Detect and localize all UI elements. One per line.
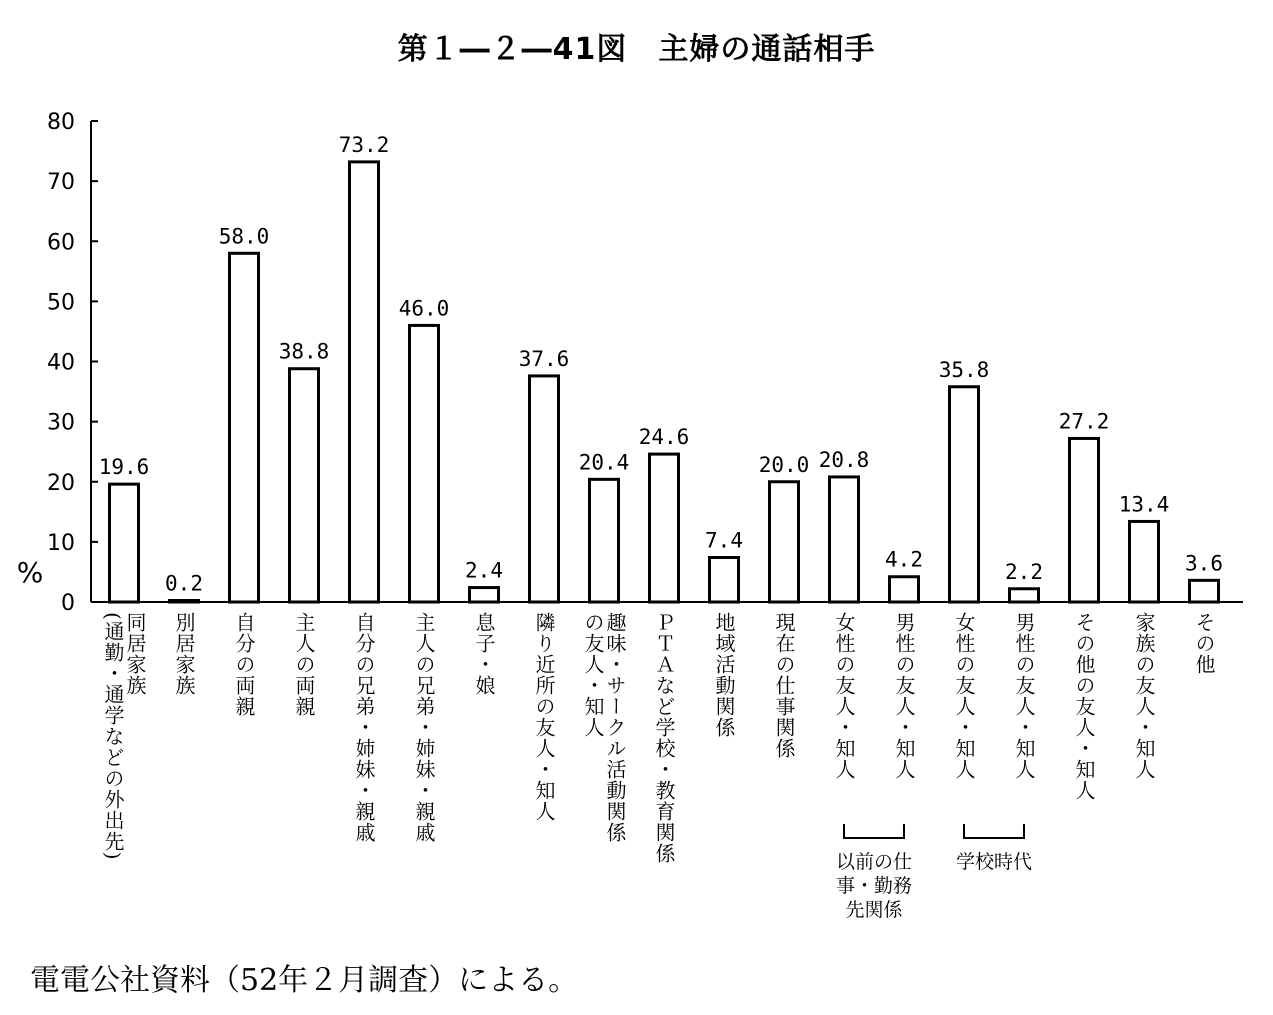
x-category-label: 主人の兄弟・姉妹・親戚 [412, 612, 436, 843]
x-category-label: 自分の兄弟・姉妹・親戚 [352, 612, 376, 843]
x-category-label: 趣味・サークル活動関係 [603, 612, 627, 843]
y-tick-label: 40 [47, 350, 75, 376]
data-label: 4.2 [885, 547, 923, 572]
y-tick-label: 0 [61, 591, 75, 616]
data-label: 19.6 [98, 455, 150, 480]
x-category-label: 現在の仕事関係 [772, 612, 796, 759]
data-label: 20.0 [758, 452, 810, 477]
x-category-label: 男性の友人・知人 [892, 612, 916, 780]
y-tick-label: 70 [47, 170, 75, 196]
x-category-label: 息子・娘 [472, 612, 496, 696]
data-label: 46.0 [398, 296, 450, 321]
group-label: 以前の仕 [835, 851, 913, 873]
group-label: 事・勤務 [835, 875, 913, 897]
bar [1130, 521, 1159, 602]
y-tick-label: 10 [47, 530, 75, 556]
x-category-label: ＰＴＡなど学校・教育関係 [652, 612, 676, 864]
x-category-label: その他の友人・知人 [1072, 612, 1096, 801]
bar [530, 376, 559, 602]
chart-title: 第１―２―41図 主婦の通話相手 [397, 32, 876, 67]
x-category-label: 男性の友人・知人 [1012, 612, 1036, 780]
group-label: 先関係 [845, 899, 903, 921]
bar [230, 253, 259, 602]
data-label: 13.4 [1118, 492, 1170, 517]
x-category-label: 女性の友人・知人 [952, 612, 976, 780]
chart-axes [17, 110, 1243, 616]
bar [890, 577, 919, 602]
data-label: 37.6 [518, 346, 570, 371]
bar [410, 325, 439, 602]
x-category-label: その他 [1192, 612, 1216, 675]
data-label: 0.2 [165, 571, 203, 596]
bar [590, 479, 619, 602]
y-tick-label: 60 [47, 230, 75, 256]
data-label: 27.2 [1058, 409, 1110, 434]
data-label: 2.2 [1005, 559, 1043, 584]
x-category-label: 同居家族 [123, 612, 147, 696]
x-category-label: 隣り近所の友人・知人 [532, 612, 556, 822]
y-tick-label: 20 [47, 470, 75, 496]
data-label: 35.8 [938, 357, 990, 382]
x-category-label: 自分の両親 [232, 612, 256, 717]
data-label: 24.6 [638, 425, 690, 450]
group-label: 学校時代 [955, 851, 1033, 873]
y-axis-unit-label: % [16, 556, 44, 589]
data-label: 58.0 [218, 224, 270, 249]
bar [830, 477, 859, 602]
x-category-label: の友人・知人 [581, 612, 605, 738]
bar [290, 369, 319, 602]
bar [1190, 580, 1219, 602]
data-label: 73.2 [338, 132, 390, 157]
data-label: 7.4 [705, 528, 743, 553]
bar [170, 601, 199, 603]
bar [710, 558, 739, 602]
bar [650, 454, 679, 602]
bar [1010, 589, 1039, 602]
bar [950, 387, 979, 602]
x-category-label: 女性の友人・知人 [832, 612, 856, 780]
data-label: 20.8 [818, 447, 870, 472]
x-category-label: 別居家族 [172, 612, 196, 696]
bar [470, 588, 499, 602]
data-label: 3.6 [1185, 551, 1223, 576]
bar [1070, 438, 1099, 602]
source-note: 電電公社資料（52年２月調査）による。 [30, 963, 579, 998]
bar [770, 482, 799, 602]
chart-bars [110, 162, 1219, 602]
x-category-label: (通勤・通学などの外出先) [101, 612, 125, 861]
y-tick-label: 30 [47, 410, 75, 436]
y-tick-label: 80 [47, 110, 75, 135]
bar [110, 484, 139, 602]
bar [350, 162, 379, 602]
y-tick-label: 50 [47, 290, 75, 316]
data-label: 20.4 [578, 450, 630, 475]
x-category-label: 主人の両親 [292, 612, 316, 717]
data-label: 2.4 [465, 558, 503, 583]
x-category-label: 地域活動関係 [712, 612, 736, 738]
group-bracket [964, 824, 1024, 838]
x-category-label: 家族の友人・知人 [1132, 612, 1156, 780]
group-bracket [844, 824, 904, 838]
data-label: 38.8 [278, 339, 330, 364]
